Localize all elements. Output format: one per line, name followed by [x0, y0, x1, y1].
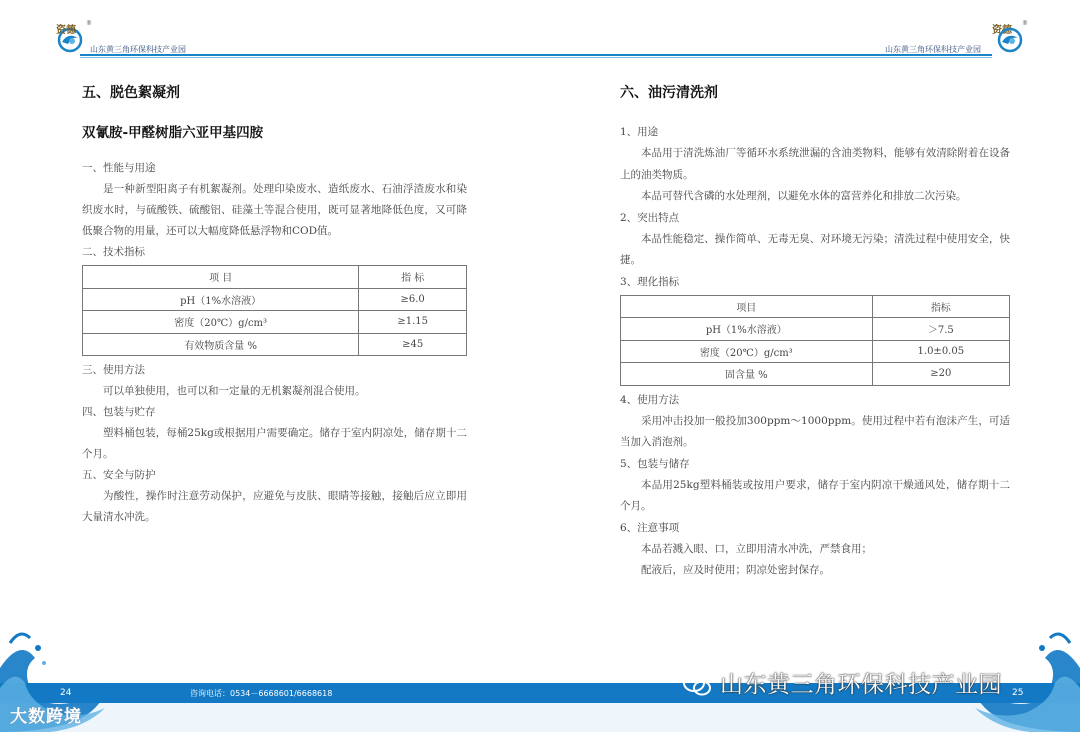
- spec-table: [82, 265, 467, 356]
- table-cell: ≥20: [872, 363, 1009, 386]
- paragraph-usage-a: 本品用于清洗炼油厂等循环水系统泄漏的含油类物料，能够有效清除附着在设备上的油类物质。: [620, 147, 1010, 181]
- paragraph-features: 本品性能稳定、操作简单、无毒无臭、对环境无污染；清洗过程中使用安全，快捷。: [620, 232, 1010, 266]
- table-cell: 密度（20℃）g/cm³: [83, 311, 359, 334]
- subheading-performance: 一、性能与用途: [82, 162, 156, 174]
- subheading-storage: 5、包装与储存: [620, 457, 690, 470]
- page-number-right: 25: [1012, 688, 1024, 698]
- paragraph-packaging: 塑料桶包装，每桶25kg或根据用户需要确定。储存于室内阴凉处，储存期十二个月。: [82, 427, 467, 460]
- watermark-right: 山东黄三角环保科技产业园: [720, 672, 1002, 698]
- paragraph-precautions-a: 本品若溅入眼、口，立即用清水冲洗，严禁食用；: [641, 542, 872, 555]
- table-header-row: [83, 266, 467, 289]
- subheading-safety: 五、安全与防护: [82, 469, 156, 481]
- product-title: 双氰胺-甲醛树脂六亚甲基四胺: [82, 125, 264, 141]
- table-cell: pH（1%水溶液）: [83, 288, 359, 311]
- table-cell: ＞7.5: [872, 318, 1009, 341]
- logo-wave-icon: [994, 22, 1026, 54]
- logo-text: 资德: [56, 25, 76, 36]
- subheading-features: 2、突出特点: [620, 211, 680, 224]
- park-name: 山东黄三角环保科技产业园: [885, 45, 981, 54]
- right-page-header: [540, 0, 1080, 62]
- header-rule: [80, 54, 540, 56]
- subheading-usage: 1、用途: [620, 126, 659, 138]
- left-page-header: [0, 0, 540, 62]
- paragraph-performance: 是一种新型阳离子有机絮凝剂。处理印染废水、造纸废水、石油浮渣废水和染织废水时，与硫酸铁、硫酸铝、硅藻土等混合使用，既可显著地降低色度，又可降低聚合物的用量，还可以大幅度降低悬浮物和COD值。: [82, 183, 467, 237]
- table-header-cell: 项 目: [83, 266, 359, 289]
- subheading-specs: 二、技术指标: [82, 246, 145, 258]
- table-cell: ≥6.0: [359, 288, 467, 311]
- table-row: [621, 363, 1010, 386]
- watermark-left: 大数跨境: [10, 707, 82, 727]
- footer-band-light: [0, 703, 1080, 732]
- paragraph-precautions-b: 配液后，应及时使用；阴凉处密封保存。: [641, 564, 830, 576]
- table-header-row: [621, 295, 1010, 318]
- logo-text: 资德: [992, 25, 1012, 36]
- spec-table: [620, 295, 1010, 386]
- subheading-properties: 3、理化指标: [620, 275, 680, 288]
- paragraph-usage-b: 本品可替代含磷的水处理剂，以避免水体的富营养化和排放二次污染。: [641, 190, 967, 202]
- table-row: [83, 311, 467, 334]
- subheading-method: 4、使用方法: [620, 393, 680, 406]
- table-cell: ≥45: [359, 333, 467, 356]
- registered-mark: ®: [1022, 20, 1028, 27]
- park-name: 山东黄三角环保科技产业园: [90, 45, 186, 54]
- contact-phone: 咨询电话：0534－6668601/6668618: [190, 689, 333, 698]
- table-cell: 1.0±0.05: [872, 340, 1009, 363]
- section-title: 五、脱色絮凝剂: [82, 85, 180, 101]
- table-header-cell: 项目: [621, 295, 873, 318]
- header-rule-thin: [540, 57, 992, 58]
- paragraph-method: 采用冲击投加一般投加300ppm～1000ppm。使用过程中若有泡沫产生，可适当加入消泡剂。: [620, 414, 1010, 448]
- table-cell: 有效物质含量 %: [83, 333, 359, 356]
- table-cell: 固含量 %: [621, 363, 873, 386]
- paragraph-usage: 可以单独使用，也可以和一定量的无机絮凝剂混合使用。: [103, 385, 366, 397]
- section-title: 六、油污清洗剂: [620, 85, 718, 101]
- table-cell: pH（1%水溶液）: [621, 318, 873, 341]
- table-header-cell: 指标: [872, 295, 1009, 318]
- right-page-content: [620, 78, 1010, 582]
- table-header-cell: 指 标: [359, 266, 467, 289]
- wechat-icon: [682, 672, 714, 698]
- header-rule-thin: [80, 57, 540, 58]
- subheading-precautions: 6、注意事项: [620, 521, 680, 534]
- table-cell: 密度（20℃）g/cm³: [621, 340, 873, 363]
- table-row: [621, 318, 1010, 341]
- table-row: [621, 340, 1010, 363]
- table-row: [83, 288, 467, 311]
- page-number-left: 24: [60, 688, 72, 698]
- table-cell: ≥1.15: [359, 311, 467, 334]
- paragraph-storage: 本品用25kg塑料桶装或按用户要求，储存于室内阴凉干燥通风处，储存期十二个月。: [620, 478, 1010, 512]
- subheading-usage: 三、使用方法: [82, 364, 145, 376]
- registered-mark: ®: [86, 20, 92, 27]
- subheading-packaging: 四、包装与贮存: [82, 406, 156, 418]
- header-rule: [540, 54, 992, 56]
- table-row: [83, 333, 467, 356]
- left-page-content: [82, 78, 467, 528]
- paragraph-safety: 为酸性，操作时注意劳动保护，应避免与皮肤、眼睛等接触，接触后应立即用大量清水冲洗。: [82, 490, 467, 523]
